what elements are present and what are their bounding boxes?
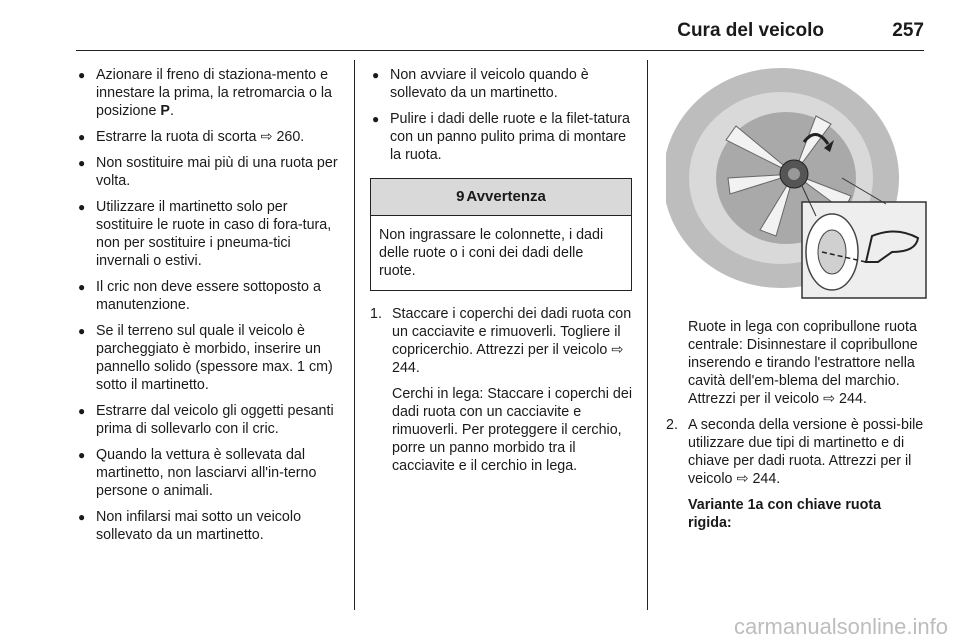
warning-title: Avvertenza xyxy=(466,188,546,205)
figure-caption: Ruote in lega con copribullone ruota centrale: Disinnestare il copribullone inserendo e tirando l'estrattore nella cavità dell'em-blema del marchio. Attrezzi per il veicolo ⇨ 244. xyxy=(688,319,918,407)
bullet-item: ● Estrarre la ruota di scorta ⇨ 260. xyxy=(76,128,344,146)
warning-icon: 9 xyxy=(456,188,465,205)
wheel-illustration xyxy=(666,66,928,306)
safety-list-continued xyxy=(370,66,632,164)
step-1 xyxy=(370,305,632,475)
bullet-item: ● Quando la vettura è sollevata dal martinetto, non lasciarvi all'in-terno persone o animali. xyxy=(76,446,344,500)
page-ref-icon: ⇨ xyxy=(611,342,624,358)
page-header xyxy=(76,0,924,51)
bullet-item: ● Estrarre dal veicolo gli oggetti pesanti prima di sollevarlo con il cric. xyxy=(76,402,344,438)
bullet-item: ● Il cric non deve essere sottoposto a manutenzione. xyxy=(76,278,344,314)
step-number: 2. xyxy=(666,417,678,433)
page-ref-icon: ⇨ xyxy=(736,471,749,487)
page-ref[interactable]: 260. xyxy=(276,129,305,145)
wheel-cap-removal-icon xyxy=(666,66,928,306)
column-divider-1 xyxy=(354,60,355,610)
page-number: 257 xyxy=(892,20,924,41)
step-text: Staccare i coperchi dei dadi ruota con un cacciavite e rimuoverli. Togliere il copricerchio. Attrezzi per il veicolo ⇨ 244. xyxy=(392,306,632,376)
page-ref[interactable]: 244. xyxy=(392,360,420,376)
warning-header xyxy=(371,179,631,216)
step-number: 1. xyxy=(370,306,382,322)
page-ref-icon: ⇨ xyxy=(260,129,273,145)
bullet-item: ● Se il terreno sul quale il veicolo è parcheggiato è morbido, inserire un pannello solido (spessore max. 1 cm) sotto il martinetto. xyxy=(76,322,344,394)
variant-heading: Variante 1a con chiave ruota rigida: xyxy=(688,497,882,531)
step-text: A seconda della versione è possi-bile utilizzare due tipi di martinetto e di chiave per dadi ruota. Attrezzi per il veicolo ⇨ 244. xyxy=(688,417,924,487)
bullet-item: ● Non sostituire mai più di una ruota per volta. xyxy=(76,154,344,190)
step-text-alloy: Cerchi in lega: Staccare i coperchi dei dadi ruota con un cacciavite e rimuoverli. Per proteggere il cerchio, porre un panno morbido tra il cacciavite e il cerchio in lega. xyxy=(392,386,632,474)
watermark: carmanualsonline.info xyxy=(733,614,948,639)
page-ref[interactable]: 244. xyxy=(752,471,781,487)
bullet-item: ● Non infilarsi mai sotto un veicolo sollevato da un martinetto. xyxy=(76,508,344,544)
page-ref[interactable]: 244. xyxy=(839,391,867,407)
bullet-item: ● Azionare il freno di staziona-mento e innestare la prima, la retromarcia o la posizione P. xyxy=(76,66,344,120)
warning-text: Non ingrassare le colonnette, i dadi delle ruote o i coni dei dadi delle ruote. xyxy=(379,227,604,279)
safety-list xyxy=(76,66,344,544)
column-2 xyxy=(370,66,632,483)
bullet-item: ● Non avviare il veicolo quando è sollevato da un martinetto. xyxy=(370,66,632,102)
bullet-item: ● Utilizzare il martinetto solo per sostituire le ruote in caso di fora-tura, non per sostituire i pneuma-tici invernali o estivi. xyxy=(76,198,344,270)
column-divider-2 xyxy=(647,60,648,610)
column-3 xyxy=(666,66,928,540)
column-1 xyxy=(76,66,344,552)
section-title: Cura del veicolo xyxy=(677,20,824,41)
bullet-item: ● Pulire i dadi delle ruote e la filet-tatura con un panno pulito prima di montare la ruota. xyxy=(370,110,632,164)
page-ref-icon: ⇨ xyxy=(823,391,836,407)
warning-box xyxy=(370,178,632,291)
step-2 xyxy=(666,416,928,532)
